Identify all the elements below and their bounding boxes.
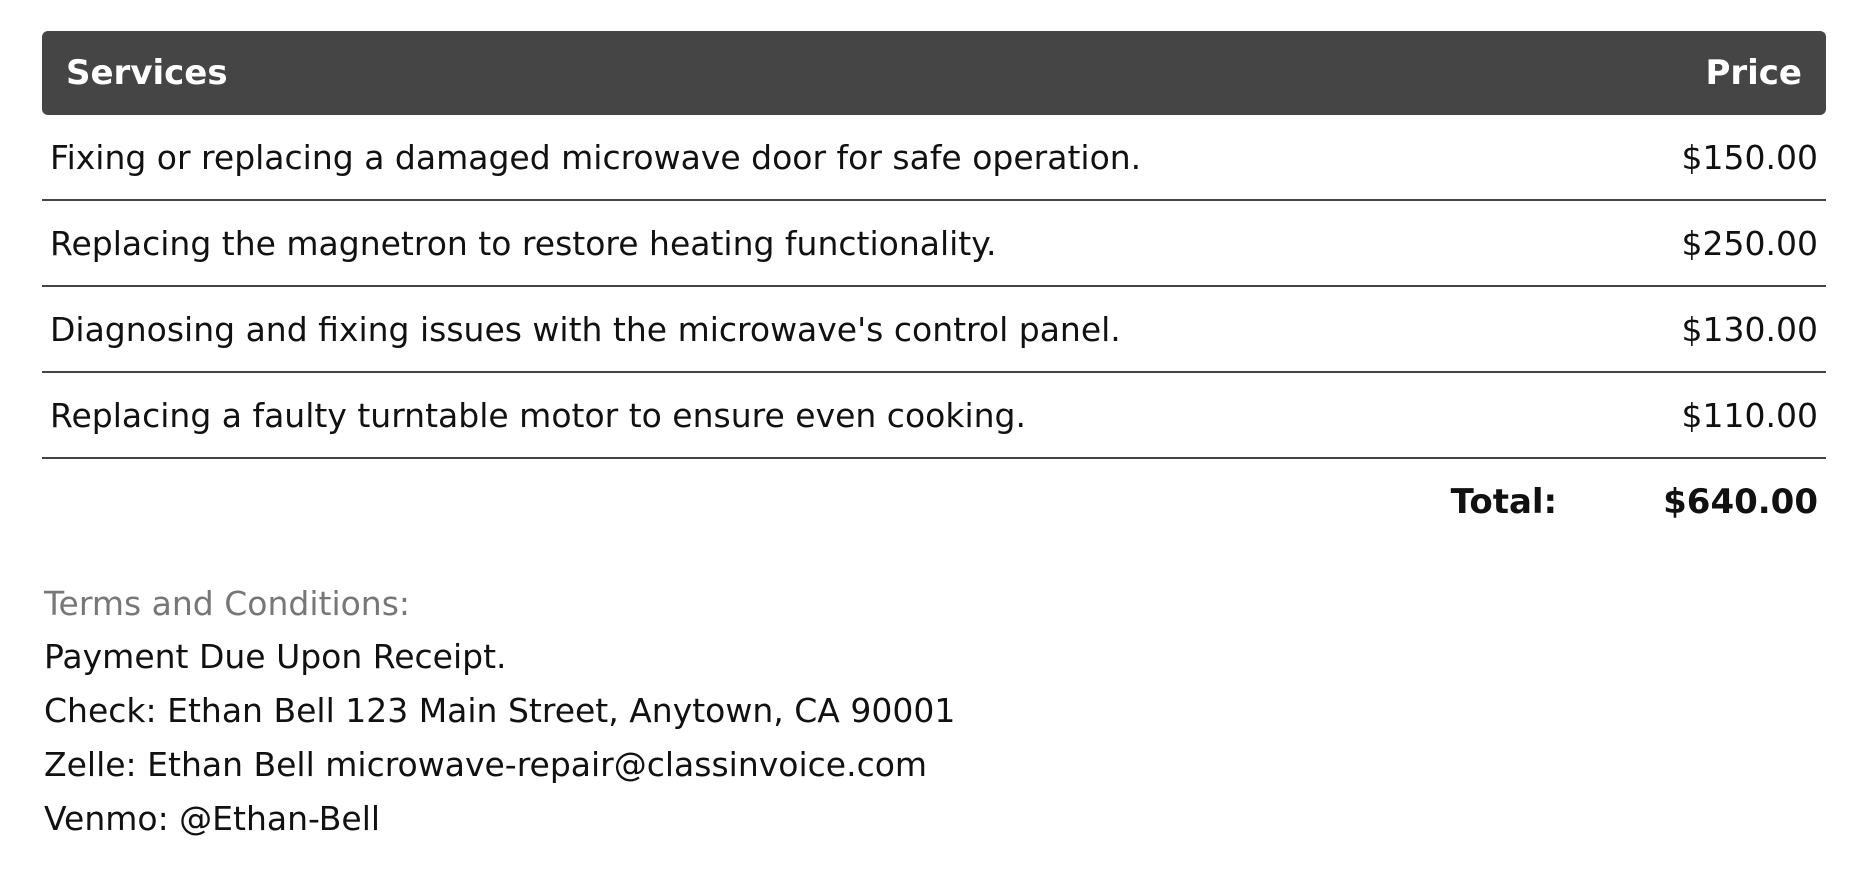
table-row <box>42 115 1826 201</box>
table-row <box>42 201 1826 287</box>
services-table <box>42 31 1826 545</box>
table-header <box>42 31 1826 115</box>
service-price: $150.00 <box>1681 137 1818 177</box>
terms-line-venmo: Venmo: @Ethan-Bell <box>44 799 381 838</box>
service-description: Replacing a faulty turntable motor to ensure even cooking. <box>50 395 1026 435</box>
service-description: Replacing the magnetron to restore heating functionality. <box>50 223 997 263</box>
terms-section <box>44 578 955 846</box>
service-price: $110.00 <box>1681 395 1818 435</box>
table-row <box>42 287 1826 373</box>
total-row <box>42 459 1826 545</box>
total-label: Total: <box>1450 482 1558 522</box>
total-value: $640.00 <box>1663 482 1818 522</box>
service-price: $250.00 <box>1681 223 1818 263</box>
table-row <box>42 373 1826 459</box>
service-description: Diagnosing and fixing issues with the microwave's control panel. <box>50 309 1121 349</box>
terms-title: Terms and Conditions: <box>44 584 411 623</box>
terms-line-payment: Payment Due Upon Receipt. <box>44 637 507 676</box>
terms-line-check: Check: Ethan Bell 123 Main Street, Anytown, CA 90001 <box>44 691 956 730</box>
service-price: $130.00 <box>1681 309 1818 349</box>
price-column-header: Price <box>1705 53 1802 93</box>
services-column-header: Services <box>66 53 228 93</box>
service-description: Fixing or replacing a damaged microwave door for safe operation. <box>50 137 1142 177</box>
terms-line-zelle: Zelle: Ethan Bell microwave-repair@classinvoice.com <box>44 745 928 784</box>
